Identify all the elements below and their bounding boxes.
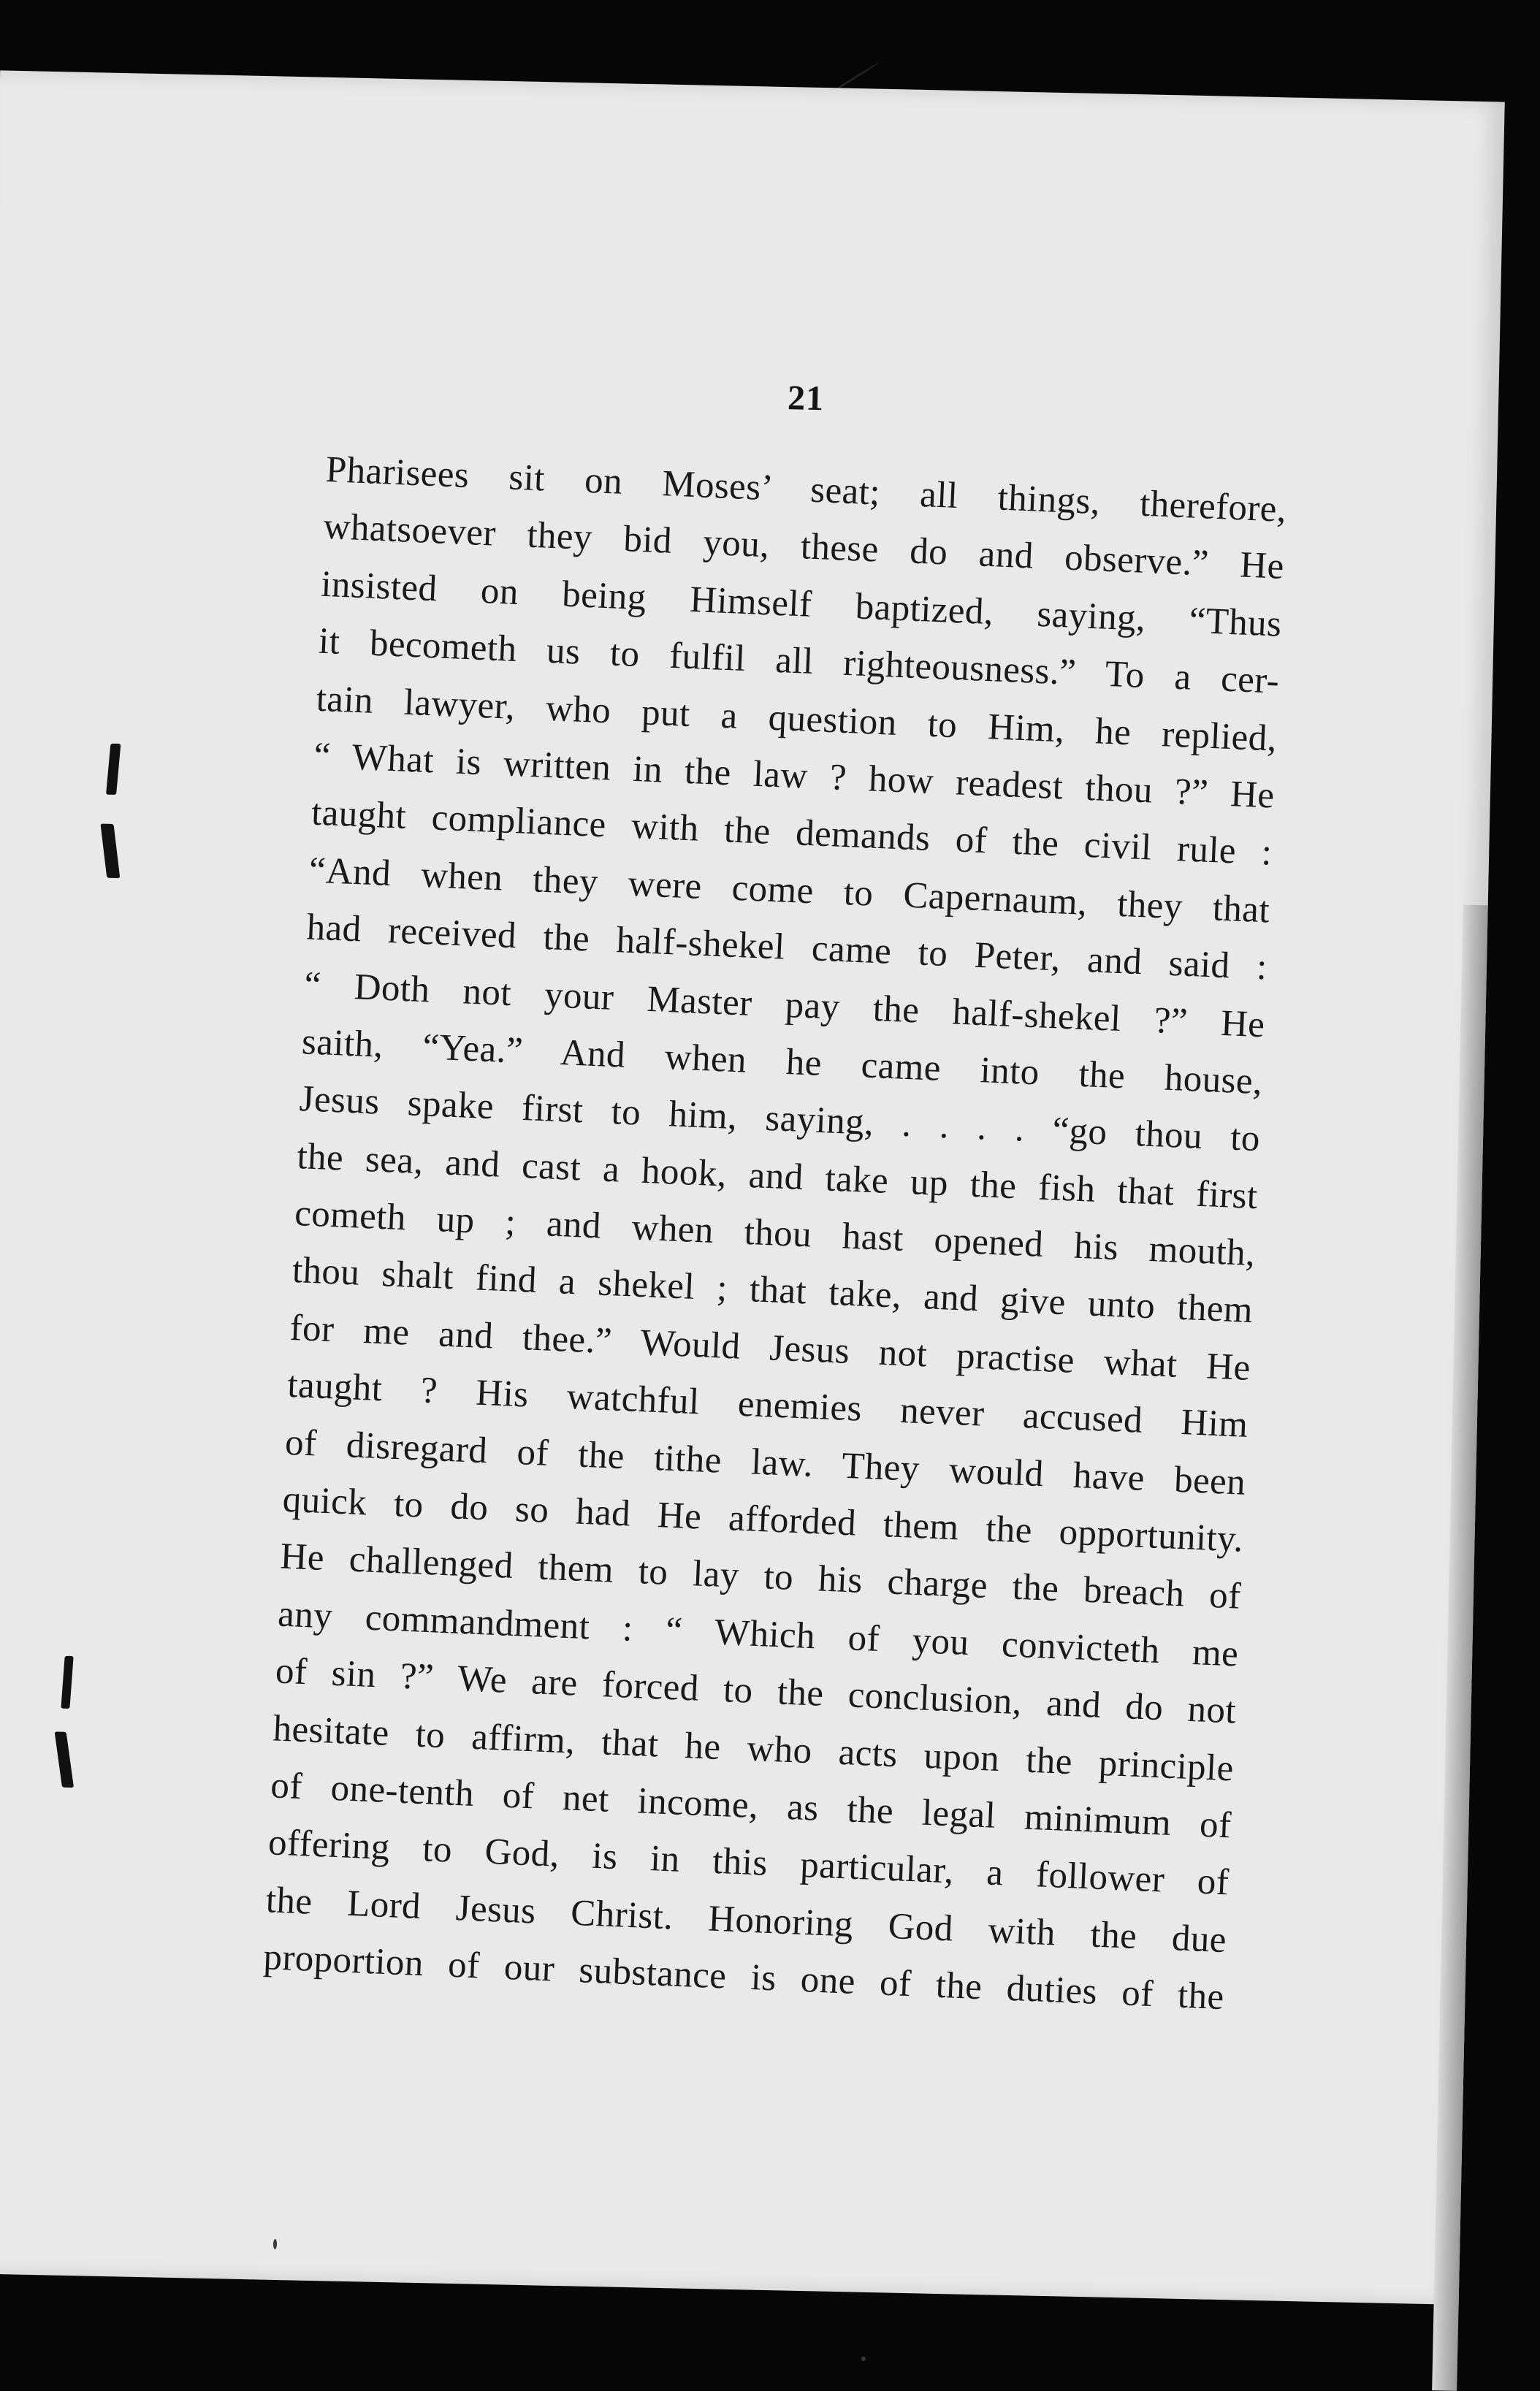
text-line: for me and thee.” Would Jesus not practise what He [289,1307,1251,1389]
page-number: 21 [787,378,825,419]
text-line: whatsoever they bid you, these do and observe.” He [322,506,1285,588]
text-line: of disregard of the tithe law. They would have been [284,1422,1247,1503]
text-line: Pharisees sit on Moses’ seat; all things, therefore, [324,449,1288,530]
text-line: hesitate to affirm, that he who acts upon the principle [272,1707,1235,1790]
text-line: had received the half-shekel came to Peter, and said : [305,907,1268,988]
page-speck [273,2239,277,2249]
text-line: Jesus spake first to him, saying, . . . . “go thou to [298,1078,1261,1160]
text-line: it becometh us to fulfil all righteousness.” To a cer- [318,620,1281,702]
margin-binding-mark [55,1731,74,1788]
text-line: “ What is written in the law ? how readest thou ?” He [313,735,1276,817]
text-line: the Lord Jesus Christ. Honoring God with the due [264,1879,1228,1961]
margin-binding-mark [106,744,121,795]
text-line: of sin ?” We are forced to the conclusion, and do not [274,1650,1238,1732]
text-line: “And when they were come to Capernaum, they that [308,850,1271,931]
text-line: any commandment : “ Which of you convicteth me [277,1593,1240,1675]
text-line: saith, “Yea.” And when he came into the house, [301,1021,1264,1103]
text-line: offering to God, is in this particular, a follower of [267,1822,1230,1904]
margin-binding-mark [100,824,120,879]
text-line: of one-tenth of net income, as the legal minimum of [270,1765,1232,1847]
margin-binding-mark [61,1656,73,1709]
page-edge-shadow [1432,905,1488,2391]
body-text [262,441,1287,2026]
page-speck [861,2357,866,2361]
text-line: insisted on being Himself baptized, saying, “Thus [320,563,1283,645]
text-line: quick to do so had He afforded them the opportunity. [281,1479,1244,1560]
text-line: “ Doth not your Master pay the half-shekel ?” He [303,964,1266,1045]
text-line: taught ? His watchful enemies never accused Him [286,1365,1249,1446]
text-line: the sea, and cast a hook, and take up the fish that first [296,1135,1259,1217]
text-line: taught compliance with the demands of the civil rule : [310,792,1273,874]
book-page [0,70,1505,2304]
text-line: He challenged them to lay to his charge the breach of [279,1536,1242,1618]
text-line: cometh up ; and when thou hast opened his mouth, [294,1193,1257,1275]
text-line: proportion of our substance is one of the duties of the [262,1937,1225,2018]
text-line: thou shalt find a shekel ; that take, and give unto them [291,1250,1254,1332]
text-line: tain lawyer, who put a question to Him, he replied, [315,678,1278,760]
